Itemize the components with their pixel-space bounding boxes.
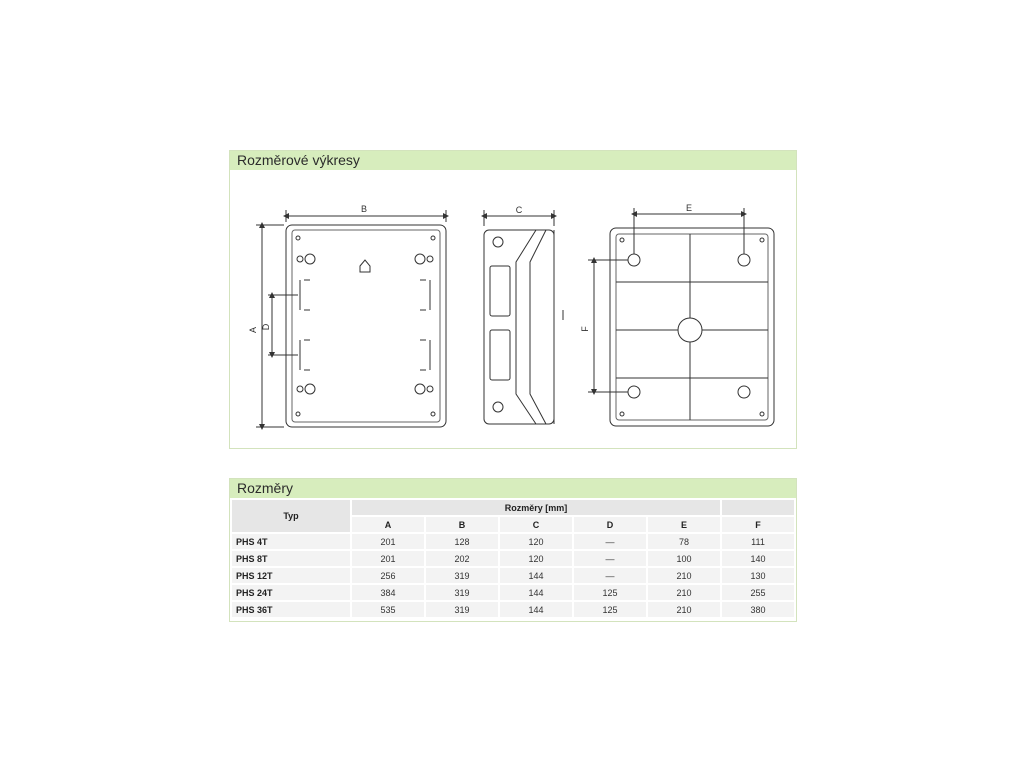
cell-a: 256 bbox=[352, 568, 424, 583]
cell-d: 125 bbox=[574, 602, 646, 617]
cell-b: 319 bbox=[426, 602, 498, 617]
cell-d: — bbox=[574, 568, 646, 583]
column-header-e: E bbox=[648, 517, 720, 532]
dimensions-group-header: Rozměry [mm] bbox=[352, 500, 720, 515]
cell-f: 380 bbox=[722, 602, 794, 617]
cell-b: 128 bbox=[426, 534, 498, 549]
dim-label-f: F bbox=[580, 326, 590, 332]
cell-d: 125 bbox=[574, 585, 646, 600]
dim-label-a: A bbox=[248, 326, 258, 334]
cell-a: 535 bbox=[352, 602, 424, 617]
cell-c: 144 bbox=[500, 602, 572, 617]
side-view-drawing bbox=[484, 210, 563, 424]
drawing-area bbox=[230, 170, 796, 448]
dim-label-c: C bbox=[515, 205, 523, 215]
row-type: PHS 24T bbox=[232, 585, 350, 600]
drawings-panel bbox=[229, 150, 797, 449]
cell-c: 144 bbox=[500, 568, 572, 583]
drawings-title: Rozměrové výkresy bbox=[230, 151, 796, 170]
dim-label-b: B bbox=[360, 204, 368, 214]
cell-b: 202 bbox=[426, 551, 498, 566]
dimensions-panel bbox=[229, 478, 797, 622]
header-spacer bbox=[722, 500, 794, 515]
table-row bbox=[232, 568, 794, 583]
column-header-d: D bbox=[574, 517, 646, 532]
column-header-f: F bbox=[722, 517, 794, 532]
front-view-drawing bbox=[256, 210, 446, 427]
cell-c: 120 bbox=[500, 534, 572, 549]
cell-e: 100 bbox=[648, 551, 720, 566]
cell-b: 319 bbox=[426, 585, 498, 600]
cell-d: — bbox=[574, 551, 646, 566]
cell-e: 210 bbox=[648, 568, 720, 583]
table-row bbox=[232, 602, 794, 617]
dimensions-table bbox=[230, 498, 796, 619]
cell-e: 210 bbox=[648, 602, 720, 617]
column-header-c: C bbox=[500, 517, 572, 532]
column-header-b: B bbox=[426, 517, 498, 532]
dimensions-title: Rozměry bbox=[230, 479, 796, 498]
cell-b: 319 bbox=[426, 568, 498, 583]
cell-f: 140 bbox=[722, 551, 794, 566]
table-row bbox=[232, 551, 794, 566]
cell-e: 78 bbox=[648, 534, 720, 549]
cell-a: 201 bbox=[352, 551, 424, 566]
row-type: PHS 4T bbox=[232, 534, 350, 549]
table-row bbox=[232, 585, 794, 600]
cell-f: 255 bbox=[722, 585, 794, 600]
cell-c: 144 bbox=[500, 585, 572, 600]
cell-f: 111 bbox=[722, 534, 794, 549]
cell-a: 384 bbox=[352, 585, 424, 600]
cell-f: 130 bbox=[722, 568, 794, 583]
cell-c: 120 bbox=[500, 551, 572, 566]
table-row bbox=[232, 534, 794, 549]
dim-label-e: E bbox=[685, 203, 693, 213]
column-header-a: A bbox=[352, 517, 424, 532]
back-view-drawing bbox=[588, 208, 774, 426]
dimension-drawings bbox=[230, 170, 796, 448]
row-type: PHS 36T bbox=[232, 602, 350, 617]
table-header-row bbox=[232, 500, 794, 515]
type-header: Typ bbox=[232, 500, 350, 532]
cell-a: 201 bbox=[352, 534, 424, 549]
cell-d: — bbox=[574, 534, 646, 549]
row-type: PHS 12T bbox=[232, 568, 350, 583]
dim-label-d: D bbox=[261, 323, 271, 331]
cell-e: 210 bbox=[648, 585, 720, 600]
row-type: PHS 8T bbox=[232, 551, 350, 566]
